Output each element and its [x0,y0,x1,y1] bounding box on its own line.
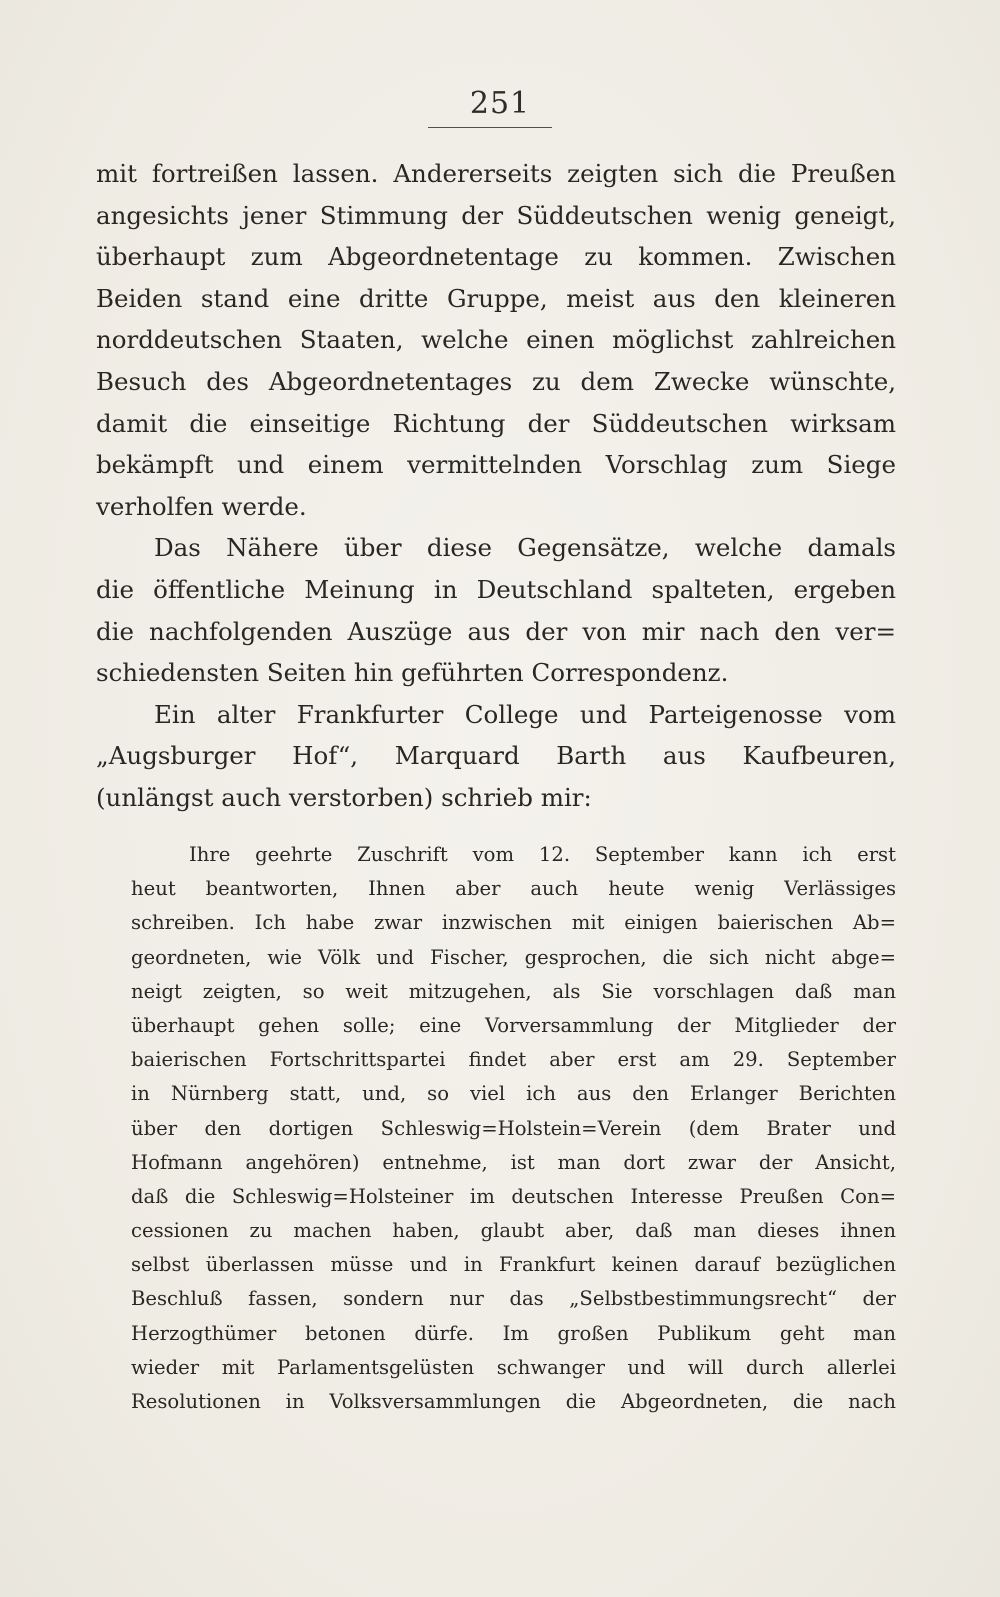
quote-line: Beschluß fassen, sondern nur das „Selbstbestimmungsrecht“ der [131,1287,896,1311]
text-line: Beiden stand eine dritte Gruppe, meist aus den kleineren [96,283,896,313]
quote-line: Hofmann angehören) entnehme, ist man dort zwar der Ansicht, [131,1150,896,1174]
text-line: damit die einseitige Richtung der Süddeutschen wirksam [96,408,896,438]
quote-line: baierischen Fortschrittspartei findet aber erst am 29. September [131,1048,896,1072]
text-line: (unlängst auch verstorben) schrieb mir: [96,782,592,812]
main-text [96,153,896,819]
quote-line: geordneten, wie Völk und Fischer, gesprochen, die sich nicht abge= [131,945,896,969]
quote-line: über den dortigen Schleswig=Holstein=Verein (dem Brater und [131,1116,896,1140]
text-line: schiedensten Seiten hin geführten Correspondenz. [96,658,729,688]
text-line: Das Nähere über diese Gegensätze, welche damals [154,533,896,563]
text-line: die öffentliche Meinung in Deutschland spalteten, ergeben [96,574,896,604]
text-line: überhaupt zum Abgeordnetentage zu kommen. Zwischen [96,242,896,272]
quote-line: Ihre geehrte Zuschrift vom 12. September kann ich erst [189,843,896,866]
quote-line: Resolutionen in Volksversammlungen die Abgeordneten, die nach [131,1390,896,1413]
text-line: Besuch des Abgeordnetentages zu dem Zwecke wünschte, [96,366,896,396]
quote-line: Herzogthümer betonen dürfe. Im großen Publikum geht man [131,1321,896,1345]
quote-line: schreiben. Ich habe zwar inzwischen mit einigen baierischen Ab= [131,911,896,935]
quote-line: neigt zeigten, so weit mitzugehen, als Sie vorschlagen daß man [131,979,896,1003]
text-line: bekämpft und einem vermittelnden Vorschlag zum Siege [96,450,896,480]
quote-line: wieder mit Parlamentsgelüsten schwanger und will durch allerlei [131,1355,896,1379]
quote-line: cessionen zu machen haben, glaubt aber, daß man dieses ihnen [131,1219,896,1243]
text-line: mit fortreißen lassen. Andererseits zeigten sich die Preußen [96,159,896,188]
text-line: angesichts jener Stimmung der Süddeutschen wenig geneigt, [96,200,896,230]
page-number-rule [428,127,552,128]
quote-line: überhaupt gehen solle; eine Vorversammlung der Mitglieder der [131,1013,896,1037]
quote-line: daß die Schleswig=Holsteiner im deutschen Interesse Preußen Con= [131,1184,896,1208]
page-number: 251 [469,86,531,121]
letter-quote [131,838,896,1419]
quote-line: selbst überlassen müsse und in Frankfurt keinen darauf bezüglichen [131,1253,896,1277]
text-line: „Augsburger Hof“, Marquard Barth aus Kaufbeuren, [96,741,896,771]
text-line: Ein alter Frankfurter College und Parteigenosse vom [154,699,896,729]
quote-line: heut beantworten, Ihnen aber auch heute wenig Verlässiges [131,877,896,901]
text-line: verholfen werde. [96,491,307,521]
quote-line: in Nürnberg statt, und, so viel ich aus den Erlanger Berichten [131,1082,896,1106]
text-line: die nachfolgenden Auszüge aus der von mir nach den ver= [96,616,896,646]
text-line: norddeutschen Staaten, welche einen möglichst zahlreichen [96,325,896,355]
